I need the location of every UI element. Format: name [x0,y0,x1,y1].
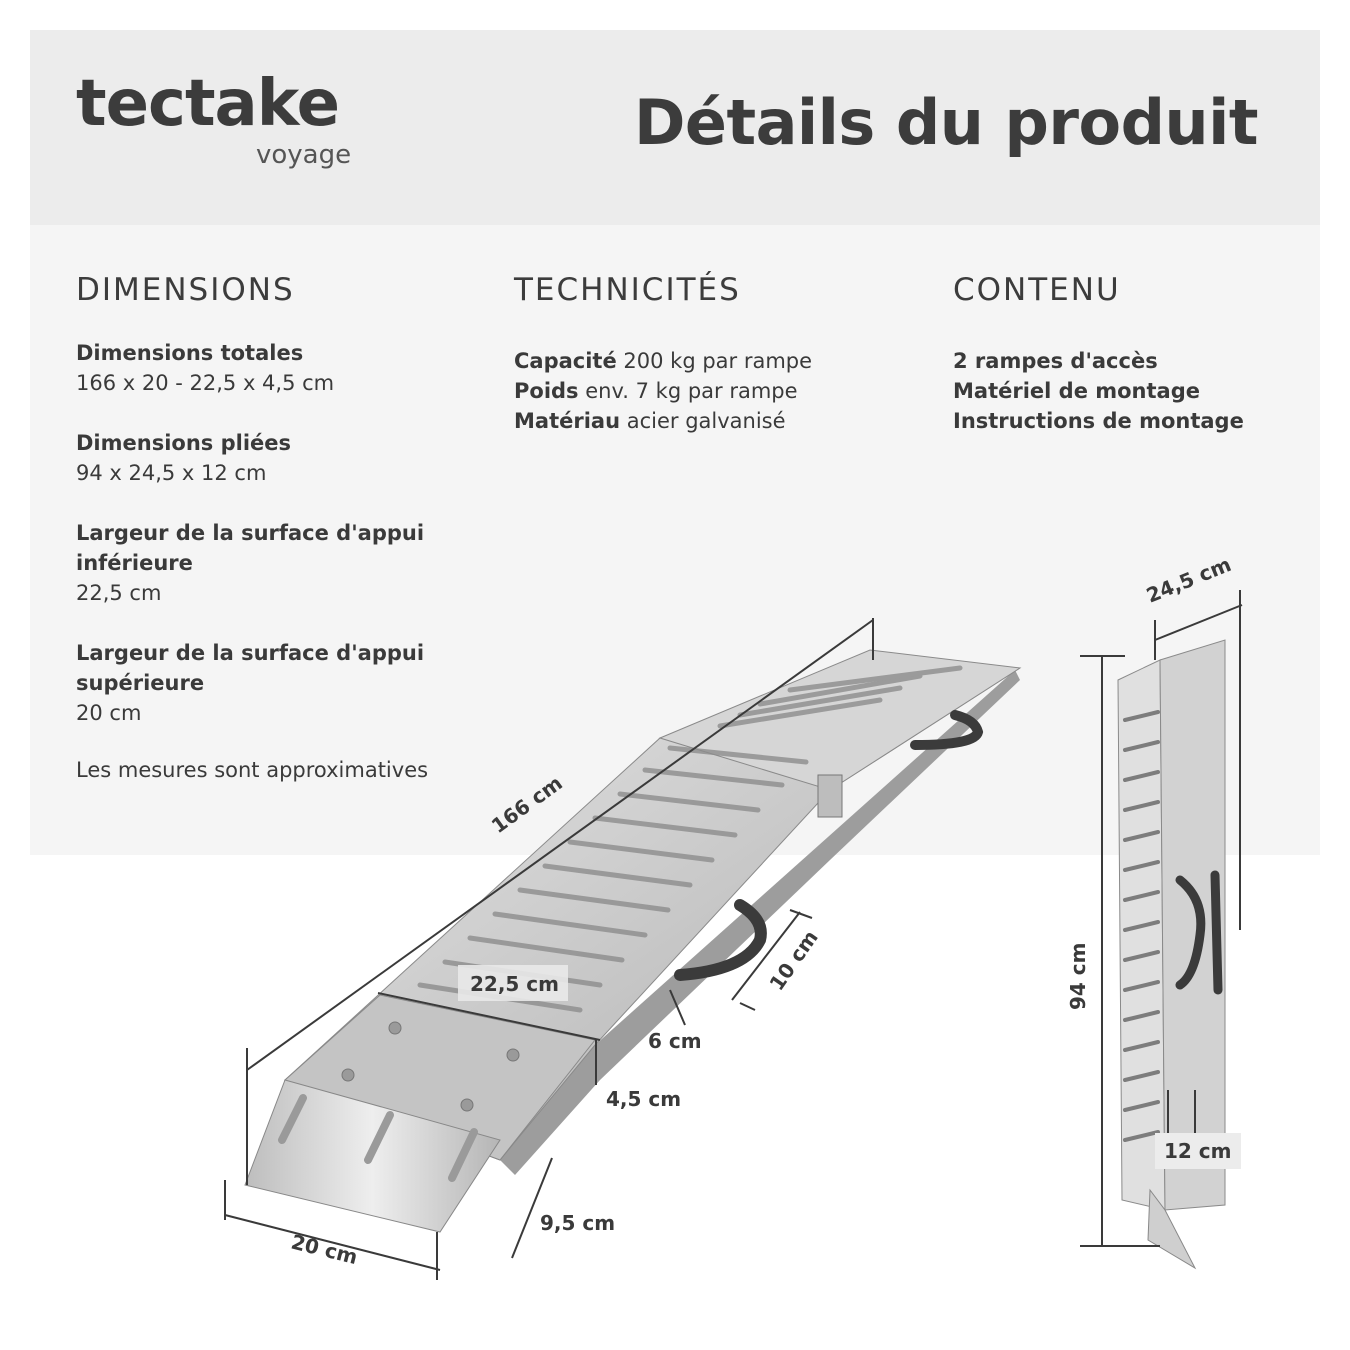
tech-label: Poids [514,379,579,403]
label-height: 4,5 cm [606,1087,682,1111]
contents-item: Matériel de montage [953,379,1200,403]
unfolded-ramp [245,650,1020,1232]
folded-ramp [1118,640,1225,1268]
label-folded-width: 24,5 cm [1142,552,1235,608]
technicites-heading: TECHNICITÉS [514,272,741,308]
dim-label: Largeur de la surface d'appui inférieure [76,521,425,575]
measure-note: Les mesures sont approximatives [76,758,429,782]
dim-value: 166 x 20 - 22,5 x 4,5 cm [76,371,335,395]
label-folded-length: 94 cm [1066,942,1090,1010]
label-handle-offset: 6 cm [648,1029,702,1053]
tech-value: env. 7 kg par rampe [585,379,798,403]
contents-item: Instructions de montage [953,409,1244,433]
dim-label: Dimensions totales [76,341,304,365]
label-length: 166 cm [486,770,567,839]
dimensions-heading: DIMENSIONS [76,272,295,308]
dim-value: 94 x 24,5 x 12 cm [76,461,267,485]
dim-label: Largeur de la surface d'appui supérieure [76,641,425,695]
dim-value: 22,5 cm [76,581,162,605]
dim-value: 20 cm [76,701,142,725]
contenu-heading: CONTENU [953,272,1121,308]
tech-label: Capacité [514,349,617,373]
label-handle-length: 10 cm [764,925,823,995]
label-lower-width: 22,5 cm [470,972,560,996]
contents-item: 2 rampes d'accès [953,349,1158,373]
brand-logo: tectake [76,67,339,141]
tech-value: 200 kg par rampe [623,349,813,373]
label-upper-width: 20 cm [288,1229,361,1270]
label-lip: 9,5 cm [540,1211,616,1235]
dim-label: Dimensions pliées [76,431,292,455]
tech-value: acier galvanisé [626,409,786,433]
label-folded-depth: 12 cm [1164,1139,1232,1163]
brand-sub: voyage [256,140,352,170]
tech-label: Matériau [514,409,621,433]
page-title: Détails du produit [633,86,1258,159]
